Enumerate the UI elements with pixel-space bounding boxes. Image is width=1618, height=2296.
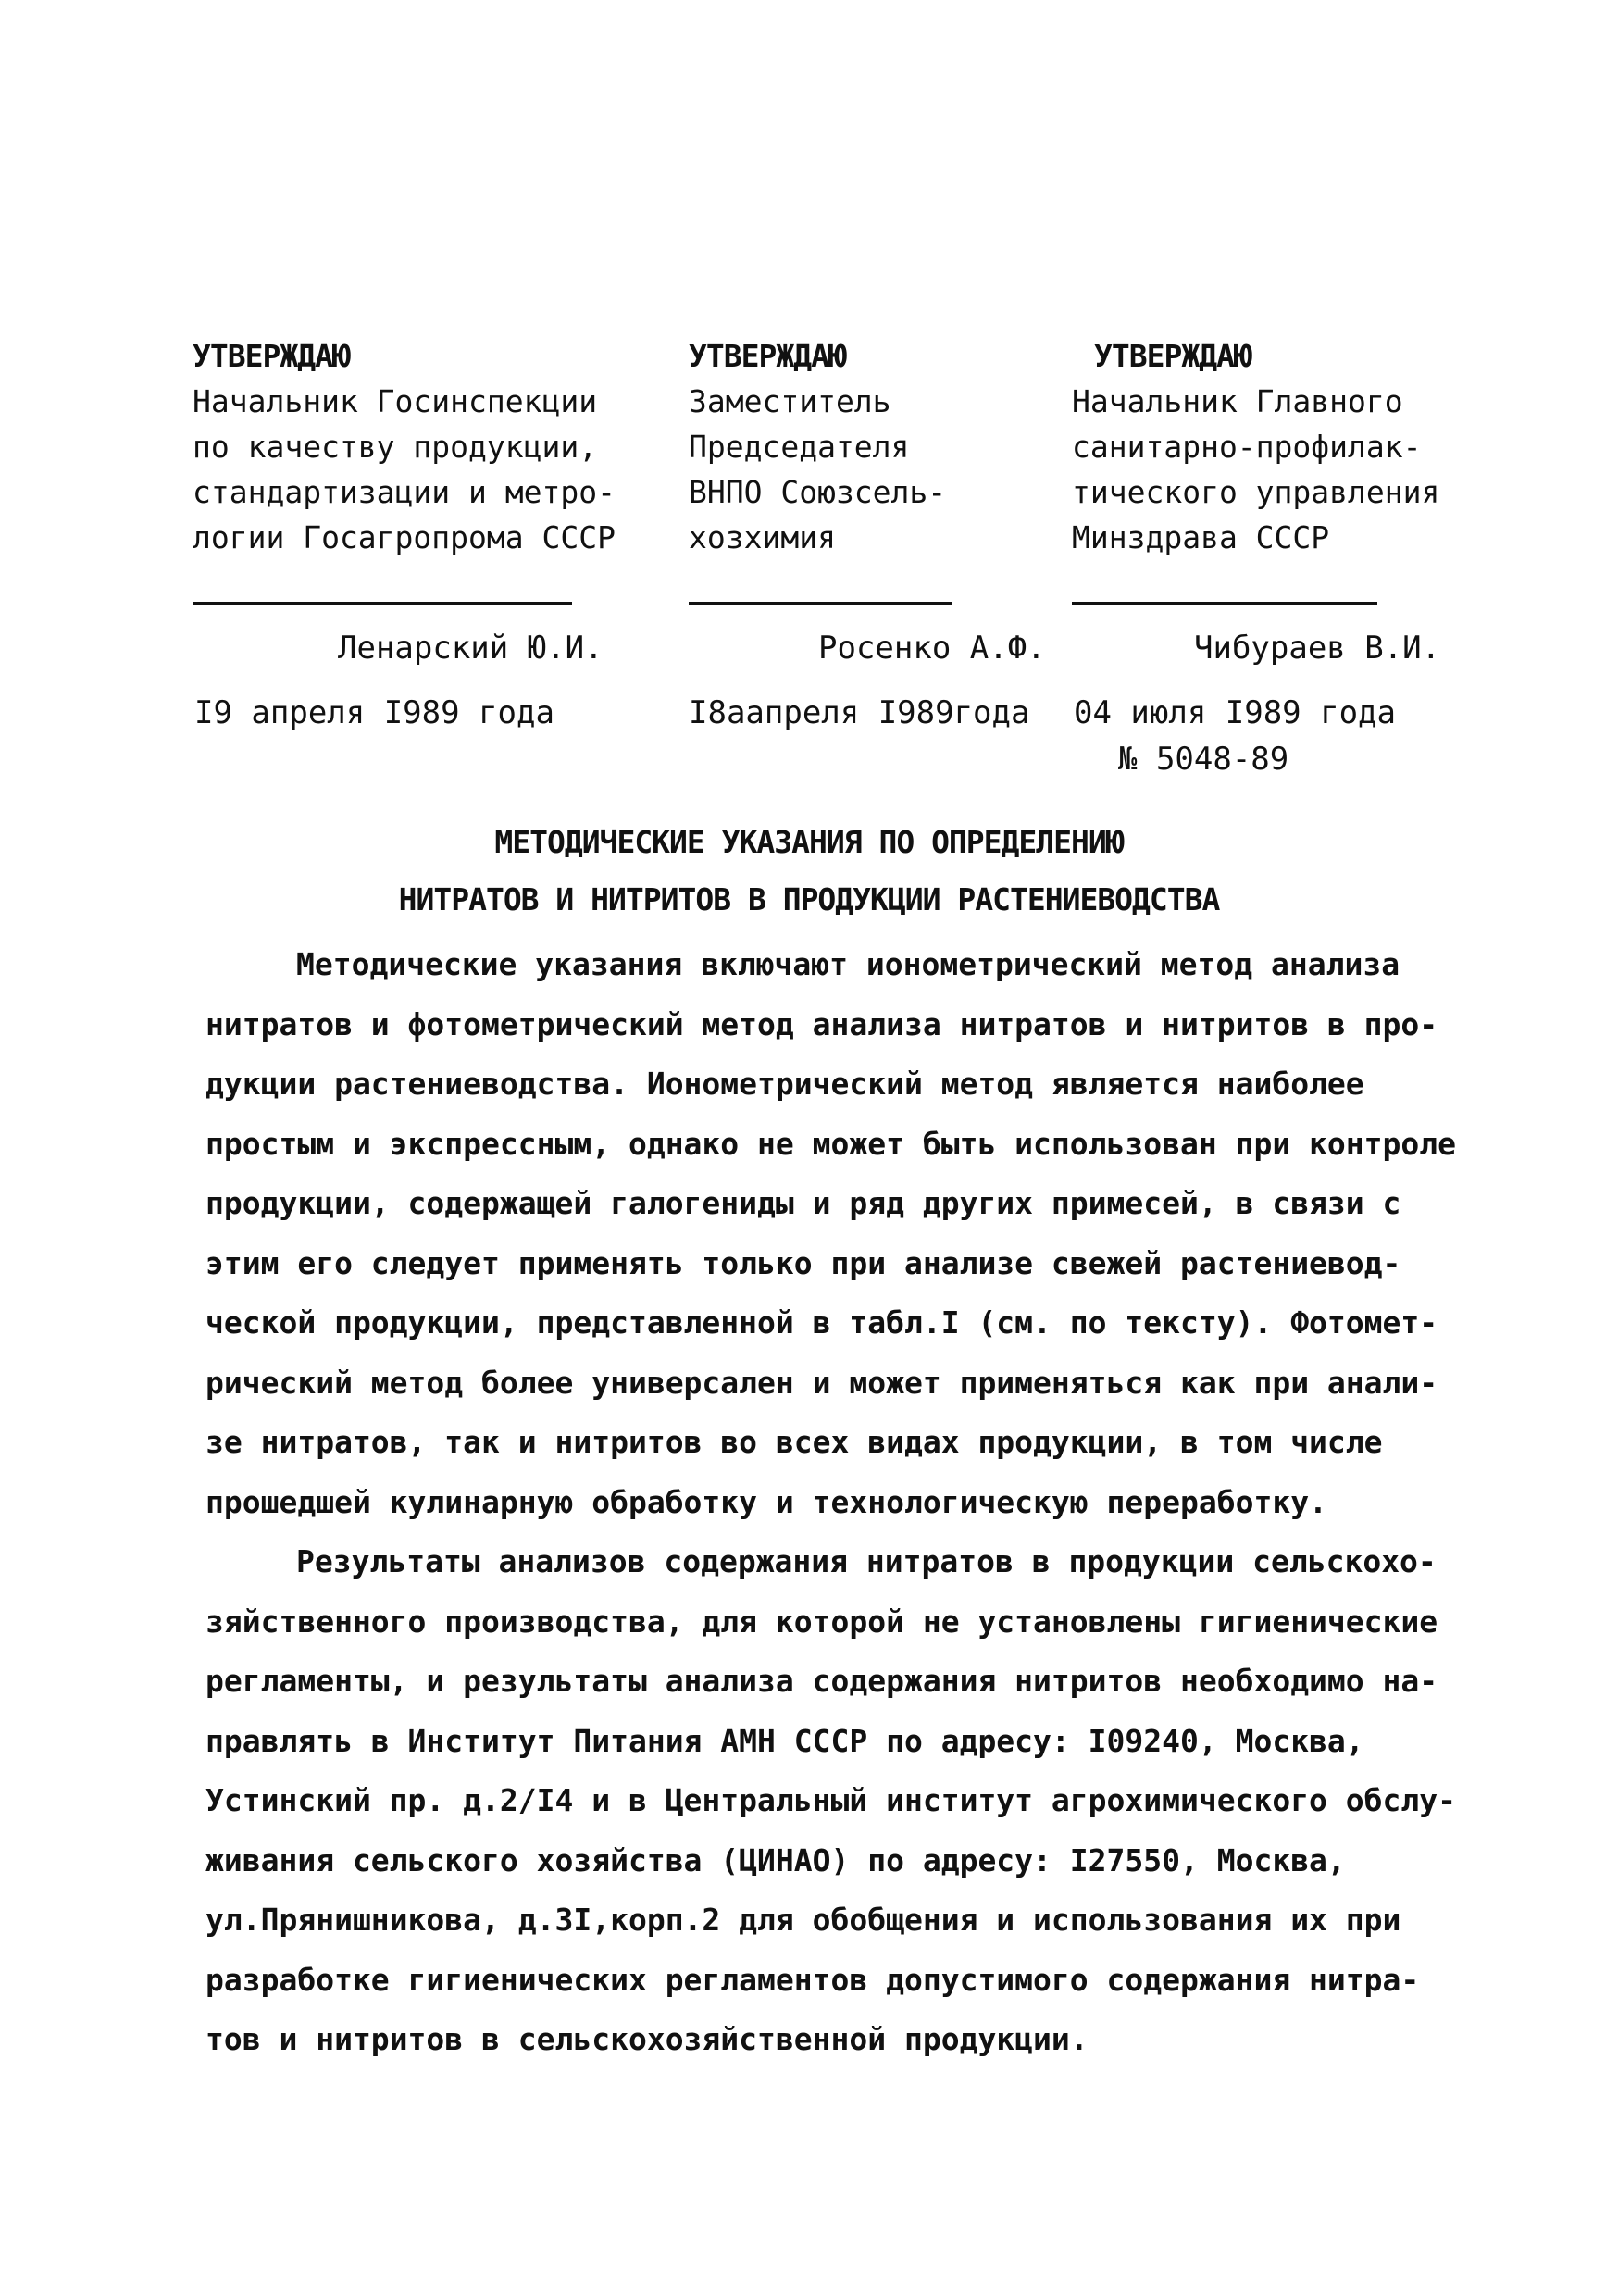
paragraph-line: живания сельского хозяйства (ЦИНАО) по адресу: I27550, Москва, [205,1841,1346,1878]
approval-position-line: Начальник Главного [1072,383,1403,419]
paragraph-line: ческой продукции, представленной в табл.I (см. по тексту). Фотомет- [205,1304,1438,1341]
paragraph-line: правлять в Институт Питания АМН СССР по адресу: I09240, Москва, [205,1722,1364,1759]
document-title-line-2: НИТРАТОВ И НИТРИТОВ В ПРОДУКЦИИ РАСТЕНИЕВОДСТВА [398,881,1220,917]
paragraph-line: нитратов и фотометрический метод анализа нитратов и нитритов в про- [205,1005,1438,1042]
paragraph-line: прошедшей кулинарную обработку и технологическую переработку. [205,1483,1327,1520]
approval-heading: УТВЕРЖДАЮ [1094,338,1251,374]
approval-date-3: 04 июля I989 года [1074,694,1396,731]
signature-line-1 [193,602,572,605]
registration-number: № 5048-89 [1118,741,1289,778]
paragraph-line: рический метод более универсален и может применяться как при анали- [205,1364,1438,1401]
approval-heading: УТВЕРЖДАЮ [193,338,350,374]
paragraph-line: этим его следует применять только при анализе свежей растениевод- [205,1244,1401,1281]
paragraph-1 [205,935,1457,1532]
approval-position-line: Заместитель [689,383,891,419]
paragraph-line: Устинский пр. д.2/I4 и в Центральный институт агрохимического обслу- [205,1782,1457,1818]
approval-position-line: ВНПО Союзсель- [689,474,947,510]
approval-position-line: Минздрава СССР [1072,519,1330,555]
approval-block-2 [689,333,946,560]
approval-position-line: стандартизации и метро- [193,474,616,510]
approval-date-1: I9 апреля I989 года [194,694,554,731]
paragraph-line: регламенты, и результаты анализа содержания нитритов необходимо на- [205,1663,1438,1699]
paragraph-line: продукции, содержащей галогениды и ряд других примесей, в связи с [205,1185,1401,1221]
paragraph-line: дукции растениеводства. Ионометрический метод является наиболее [205,1066,1364,1102]
paragraph-line: разработке гигиенических регламентов допустимого содержания нитра- [205,1961,1420,1998]
signer-name-1: Ленарский Ю.И. [338,630,604,667]
approval-block-3 [1072,333,1439,560]
document-title-line-1: МЕТОДИЧЕСКИЕ УКАЗАНИЯ ПО ОПРЕДЕЛЕНИЮ [494,824,1124,860]
paragraph-line: зе нитратов, так и нитритов во всех видах продукции, в том числе [205,1424,1383,1460]
approval-position-line: логии Госагропрома СССР [193,519,616,555]
paragraph-line: зяйственного производства, для которой не установлены гигиенические [205,1603,1438,1640]
approval-position-line: хозхимия [689,519,836,555]
signer-name-2: Росенко А.Ф. [818,630,1046,667]
approval-position-line: Председателя [689,429,910,465]
approval-heading: УТВЕРЖДАЮ [689,338,846,374]
signature-line-3 [1072,602,1377,605]
approval-position-line: по качеству продукции, [193,429,598,465]
signer-name-3: Чибураев В.И. [1194,630,1441,667]
paragraph-line: тов и нитритов в сельскохозяйственной продукции. [205,2021,1089,2057]
signature-line-2 [689,602,952,605]
approval-position-line: тического управления [1072,474,1440,510]
paragraph-line: простым и экспрессным, однако не может быть использован при контроле [205,1125,1457,1162]
approval-date-2: I8аапреля I989года [689,694,1030,731]
approval-position-line: Начальник Госинспекции [193,383,598,419]
paragraph-line: ул.Прянишникова, д.3I,корп.2 для обобщения и использования их при [205,1902,1401,1938]
paragraph-2 [205,1532,1457,2070]
paragraph-line: Методические указания включают ионометрический метод анализа [296,946,1400,982]
approval-block-1 [193,333,616,560]
paragraph-line: Результаты анализов содержания нитратов в продукции сельскохо- [296,1543,1437,1579]
approval-position-line: санитарно-профилак- [1072,429,1422,465]
